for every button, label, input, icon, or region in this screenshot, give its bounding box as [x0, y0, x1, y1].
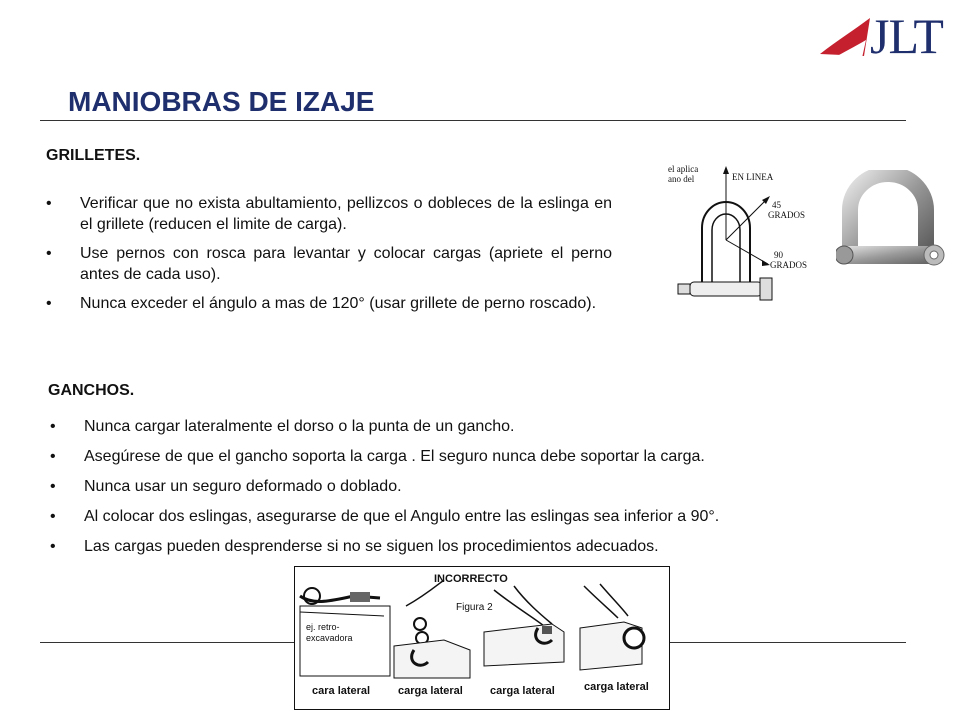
- list-item: • Nunca cargar lateralmente el dorso o la punta de un gancho.: [50, 418, 515, 435]
- incorrect-label: INCORRECTO: [434, 573, 508, 585]
- diagram-label: el aplica: [668, 164, 699, 174]
- bullet-dot: •: [50, 448, 56, 465]
- diagram-label: GRADOS: [768, 210, 806, 220]
- figure-caption: carga lateral: [490, 685, 555, 697]
- hooks-bullet-list: [50, 416, 904, 566]
- figure-label: Figura 2: [456, 602, 493, 613]
- figure-caption: cara lateral: [312, 685, 371, 697]
- bullet-dot: •: [46, 295, 52, 312]
- diagram-label: 45: [772, 200, 781, 210]
- shackle-angle-diagram: [664, 160, 824, 312]
- bullet-dot: •: [50, 418, 56, 435]
- hooks-heading: GANCHOS.: [48, 382, 135, 399]
- figure-caption: carga lateral: [398, 685, 463, 697]
- figure-note: ej. retro-: [306, 622, 340, 632]
- page-title: MANIOBRAS DE IZAJE: [68, 86, 375, 117]
- figure-caption: carga lateral: [584, 681, 649, 693]
- diagram-label: EN LINEA: [732, 172, 774, 182]
- list-item: • Al colocar dos eslingas, asegurarse de que el Angulo entre las eslingas sea inferior a 90°.: [50, 508, 720, 525]
- logo-text: JLT: [870, 8, 943, 64]
- shackles-bullet-list: [46, 193, 612, 322]
- list-item: • Nunca exceder el ángulo a mas de 120° (usar grillete de perno roscado).: [46, 295, 597, 312]
- diagram-label: GRADOS: [770, 260, 808, 270]
- list-item: • Las cargas pueden desprenderse si no se siguen los procedimientos adecuados.: [50, 538, 659, 555]
- bullet-dot: •: [46, 195, 52, 212]
- shackle-photo: [836, 170, 946, 280]
- bullet-dot: •: [50, 478, 56, 495]
- list-item: • Verificar que no exista abultamiento, pellizcos o dobleces de la eslinga en el grillete (reducen el limite de carga).: [46, 195, 612, 233]
- bullet-dot: •: [50, 508, 56, 525]
- list-item: • Nunca usar un seguro deformado o doblado.: [50, 478, 402, 495]
- diagram-label: ano del: [668, 174, 695, 184]
- shackles-heading: GRILLETES.: [46, 147, 141, 164]
- diagram-label: 90: [774, 250, 783, 260]
- title-divider: [40, 120, 906, 121]
- bullet-dot: •: [50, 538, 56, 555]
- figure-note: excavadora: [306, 633, 353, 643]
- list-item: • Use pernos con rosca para levantar y colocar cargas (apriete el perno antes de cada uso).: [46, 245, 612, 283]
- list-item: • Asegúrese de que el gancho soporta la carga . El seguro nunca debe soportar la carga.: [50, 448, 705, 465]
- incorrect-hook-figure: [294, 566, 670, 710]
- bullet-dot: •: [46, 245, 52, 262]
